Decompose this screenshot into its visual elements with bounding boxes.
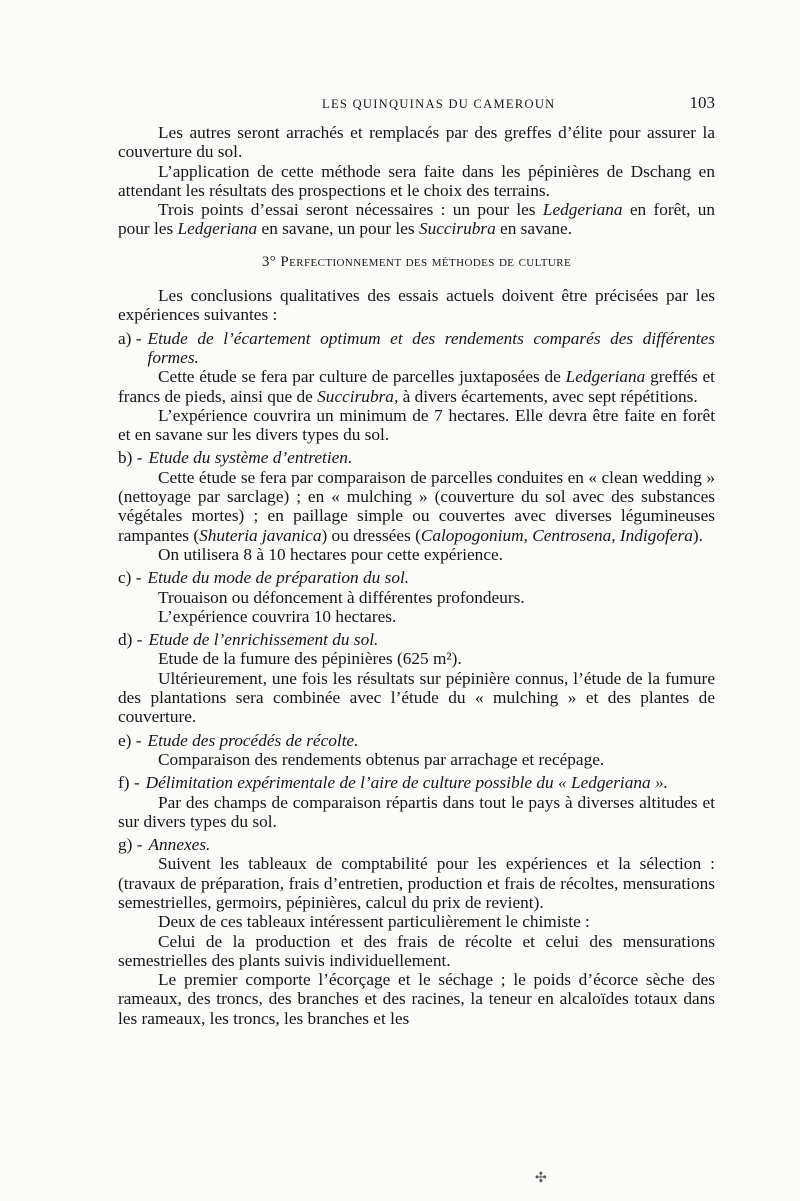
paragraph: On utilisera 8 à 10 hectares pour cette expérience. (158, 544, 503, 564)
paragraph: Etude de la fumure des pépinières (625 m²). (158, 649, 462, 669)
section-number: 3° (261, 253, 277, 270)
body-text (118, 123, 715, 1028)
section-heading (118, 253, 715, 272)
item-heading: Etude du mode de préparation du sol. (147, 568, 410, 588)
paragraph: Le premier comporte l’écorçage et le séchage ; le poids d’écorce sèche des rameaux, des troncs, des branches et des racines, la teneur en alcaloïdes totaux dans les rameaux, les troncs, les branches et les (118, 970, 715, 1028)
item-marker: b) - (118, 448, 143, 468)
paragraph: Par des champs de comparaison répartis dans tout le pays à diverses altitudes et sur divers types du sol. (118, 792, 715, 831)
list-item-f (118, 773, 715, 792)
paragraph: Trois points d’essai seront nécessaires : un pour les Ledgeriana en forêt, un pour les Ledgeriana en savane, un pour les Succirubra en savane. (118, 200, 716, 239)
item-marker: e) - (118, 730, 142, 750)
paragraph: L’application de cette méthode sera faite dans les pépinières de Dschang en attendant les résultats des prospections et le choix des terrains. (118, 161, 715, 200)
item-heading: Etude de l’écartement optimum et des rendements comparés des différentes formes. (147, 328, 715, 367)
item-heading: Etude des procédés de récolte. (147, 730, 359, 750)
item-heading: Délimitation expérimentale de l’aire de culture possible du « Ledgeriana ». (145, 773, 668, 793)
item-marker: f) - (118, 773, 140, 793)
paragraph: Cette étude se fera par comparaison de parcelles conduites en « clean wedding » (nettoyage par sarclage) ; en « mulching » (couverture du sol avec des substances végétales mortes) ; en paillage simple ou couvertes avec diverses légumineuses rampantes (Shuteria javanica) ou dressées (Calopogonium, Centrosena, Indigofera). (118, 467, 715, 545)
list-item-g (118, 835, 715, 854)
item-heading: Etude de l’enrichissement du sol. (148, 630, 379, 650)
paragraph: Les autres seront arrachés et remplacés par des greffes d’élite pour assurer la couverture du sol. (118, 123, 715, 162)
paragraph: L’expérience couvrira un minimum de 7 hectares. Elle devra être faite en forêt et en savane sur les divers types du sol. (118, 405, 715, 445)
item-marker: d) - (118, 630, 143, 650)
item-heading: Etude du système d’entretien. (148, 448, 353, 468)
list-item-e (118, 731, 715, 750)
paragraph: Suivent les tableaux de comptabilité pour les expériences et la sélection : (travaux de préparation, frais d’entretien, production et frais de récoltes, mensurations semestrielles, germoirs, pépinières, calcul du prix de revient). (118, 854, 715, 912)
item-marker: a) - (118, 328, 142, 348)
list-item-b (118, 448, 715, 467)
list-item-c (118, 568, 715, 587)
page-number: 103 (689, 93, 715, 112)
section-title: Perfectionnement des méthodes de culture (280, 253, 572, 270)
paragraph: Celui de la production et des frais de récolte et celui des mensurations semestrielles des plants suivis individuellement. (118, 931, 715, 970)
paragraph: Cette étude se fera par culture de parcelles juxtaposées de Ledgeriana greffés et francs de pieds, ainsi que de Succirubra, à divers écartements, avec sept répétitions. (118, 367, 715, 406)
paragraph: Ultérieurement, une fois les résultats sur pépinière connus, l’étude de la fumure des plantations sera combinée avec l’étude du « mulching » et des plantes de couverture. (118, 668, 715, 727)
paragraph: L’expérience couvrira 10 hectares. (158, 606, 397, 626)
item-marker: g) - (118, 835, 143, 855)
paragraph: Trouaison ou défoncement à différentes profondeurs. (158, 587, 525, 607)
running-head (118, 93, 715, 113)
item-marker: c) - (118, 568, 142, 588)
running-title: LES QUINQUINAS DU CAMEROUN (322, 97, 556, 111)
paragraph: Deux de ces tableaux intéressent particulièrement le chimiste : (158, 912, 590, 932)
paragraph: Comparaison des rendements obtenus par arrachage et recépage. (158, 749, 605, 769)
item-heading: Annexes. (148, 835, 211, 855)
list-item-d (118, 630, 715, 649)
list-item-a (118, 329, 715, 368)
paragraph: Les conclusions qualitatives des essais actuels doivent être précisées par les expériences suivantes : (118, 286, 715, 325)
printer-ornament: ✣ (535, 1171, 547, 1186)
